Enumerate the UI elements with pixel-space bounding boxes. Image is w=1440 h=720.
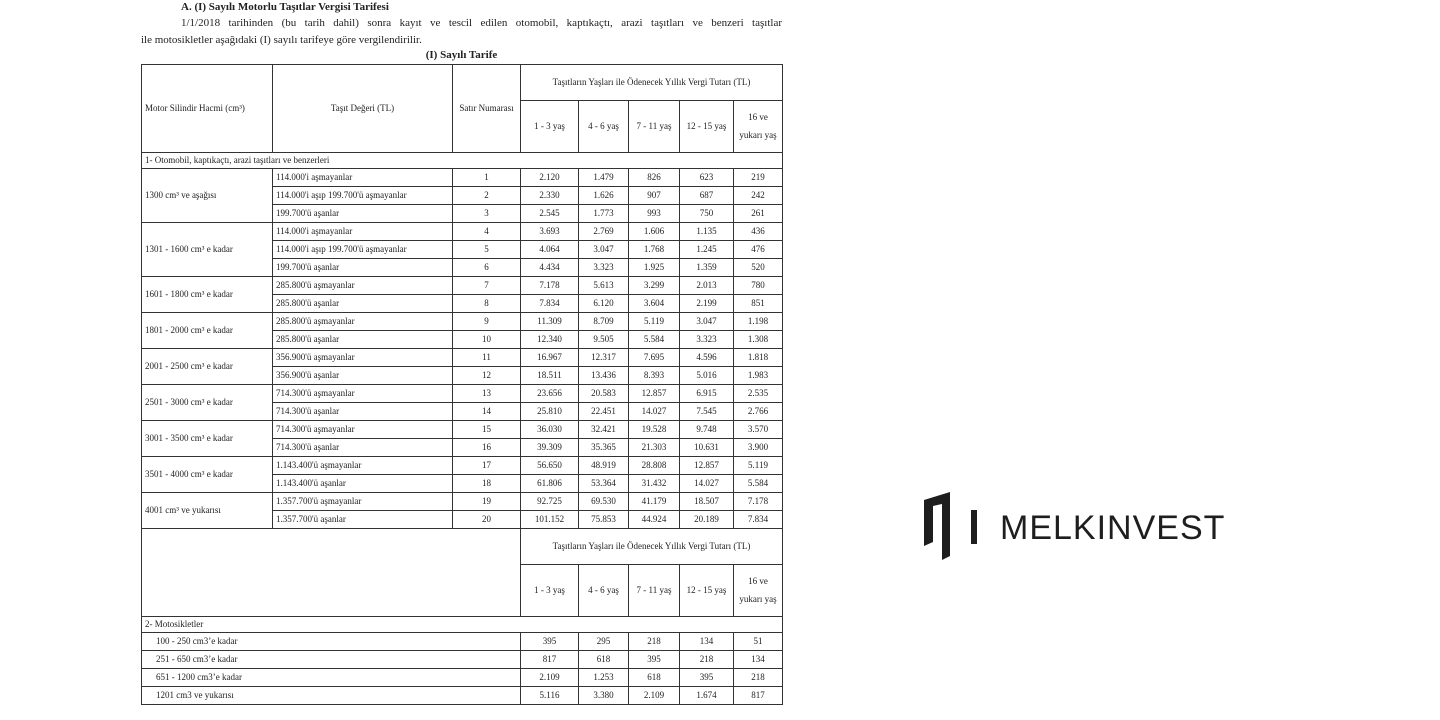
tax-amount-cell: 8.393: [629, 367, 680, 385]
row-number-cell: 6: [453, 259, 521, 277]
table-row: [142, 169, 783, 187]
tax-amount-cell: 21.303: [629, 439, 680, 457]
tax-amount-cell: 3.380: [579, 687, 629, 705]
tax-amount-cell: 44.924: [629, 511, 680, 529]
melkinvest-logo-mark-icon: [924, 492, 984, 562]
tax-amount-cell: 395: [680, 669, 734, 687]
row-number-cell: 7: [453, 277, 521, 295]
section-title-motorcycles: 2- Motosikletler: [142, 617, 783, 633]
row-number-cell: 17: [453, 457, 521, 475]
section-title-cars: 1- Otomobil, kaptıkaçtı, arazi taşıtları ve benzerleri: [142, 153, 783, 169]
table-row: [142, 349, 783, 367]
motorcycle-engine-cell: 100 - 250 cm3’e kadar: [142, 633, 521, 651]
row-number-cell: 10: [453, 331, 521, 349]
intro-text-line2: ile motosikletler aşağıdaki (I) sayılı tarifeye göre vergilendirilir.: [141, 34, 422, 46]
table-row: [142, 313, 783, 331]
vehicle-value-cell: 714.300'ü aşmayanlar: [273, 385, 453, 403]
vehicle-value-cell: 1.143.400'ü aşanlar: [273, 475, 453, 493]
tax-amount-cell: 395: [629, 651, 680, 669]
vehicle-value-cell: 285.800'ü aşanlar: [273, 331, 453, 349]
engine-range-cell: 3501 - 4000 cm³ e kadar: [142, 457, 273, 493]
row-number-cell: 8: [453, 295, 521, 313]
tax-amount-cell: 817: [521, 651, 579, 669]
tax-amount-cell: 1.674: [680, 687, 734, 705]
tax-amount-cell: 1.606: [629, 223, 680, 241]
tax-amount-cell: 218: [734, 669, 783, 687]
tax-amount-cell: 134: [680, 633, 734, 651]
vehicle-value-cell: 1.357.700'ü aşanlar: [273, 511, 453, 529]
tax-amount-cell: 1.768: [629, 241, 680, 259]
tax-amount-cell: 20.189: [680, 511, 734, 529]
age-header-cell: 1 - 3 yaş: [521, 565, 579, 617]
document-heading: A. (I) Sayılı Motorlu Taşıtlar Vergisi Tarifesi: [181, 1, 389, 13]
row-number-cell: 1: [453, 169, 521, 187]
age-group-header: Taşıtların Yaşları ile Ödenecek Yıllık Vergi Tutarı (TL): [521, 65, 783, 101]
vehicle-value-cell: 1.357.700'ü aşmayanlar: [273, 493, 453, 511]
tax-amount-cell: 295: [579, 633, 629, 651]
tax-amount-cell: 18.507: [680, 493, 734, 511]
table-row: [142, 385, 783, 403]
tax-amount-cell: 1.626: [579, 187, 629, 205]
vehicle-value-cell: 356.900'ü aşmayanlar: [273, 349, 453, 367]
age-header-cell: 16 ve yukarı yaş: [734, 565, 783, 617]
motor-volume-header: Motor Silindir Hacmi (cm³): [142, 65, 273, 153]
tax-amount-cell: 7.178: [734, 493, 783, 511]
section-row: [142, 617, 783, 633]
tax-amount-cell: 25.810: [521, 403, 579, 421]
tax-amount-cell: 3.323: [680, 331, 734, 349]
tax-amount-cell: 10.631: [680, 439, 734, 457]
tax-amount-cell: 3.299: [629, 277, 680, 295]
age-header-cell: 4 - 6 yaş: [579, 565, 629, 617]
table-row: [142, 421, 783, 439]
tax-amount-cell: 5.584: [734, 475, 783, 493]
tax-amount-cell: 36.030: [521, 421, 579, 439]
tax-amount-cell: 618: [579, 651, 629, 669]
tax-amount-cell: 218: [629, 633, 680, 651]
table-row: [142, 651, 783, 669]
tax-amount-cell: 1.245: [680, 241, 734, 259]
tax-amount-cell: 13.436: [579, 367, 629, 385]
tax-amount-cell: 218: [680, 651, 734, 669]
tax-amount-cell: 5.016: [680, 367, 734, 385]
brand-name: MELKINVEST: [1000, 509, 1226, 547]
tax-amount-cell: 92.725: [521, 493, 579, 511]
table-row: [142, 687, 783, 705]
tax-amount-cell: 12.857: [680, 457, 734, 475]
vehicle-value-cell: 285.800'ü aşmayanlar: [273, 313, 453, 331]
intro-text-line1: 1/1/2018 tarihinden (bu tarih dahil) sonra kayıt ve tescil edilen otomobil, kaptıkaçtı, arazi taşıtları ve benzeri taşıtlar: [181, 17, 782, 29]
tax-amount-cell: 16.967: [521, 349, 579, 367]
tax-amount-cell: 101.152: [521, 511, 579, 529]
engine-range-cell: 1601 - 1800 cm³ e kadar: [142, 277, 273, 313]
row-number-cell: 12: [453, 367, 521, 385]
engine-range-cell: 3001 - 3500 cm³ e kadar: [142, 421, 273, 457]
tax-amount-cell: 61.806: [521, 475, 579, 493]
row-number-header: Satır Numarası: [453, 65, 521, 153]
row-number-cell: 9: [453, 313, 521, 331]
tax-amount-cell: 14.027: [680, 475, 734, 493]
tax-amount-cell: 1.925: [629, 259, 680, 277]
motorcycle-engine-cell: 651 - 1200 cm3’e kadar: [142, 669, 521, 687]
row-number-cell: 4: [453, 223, 521, 241]
tax-amount-cell: 3.047: [680, 313, 734, 331]
vehicle-value-cell: 714.300'ü aşmayanlar: [273, 421, 453, 439]
tax-amount-cell: 2.535: [734, 385, 783, 403]
vehicle-value-cell: 114.000'i aşıp 199.700'ü aşmayanlar: [273, 187, 453, 205]
tax-amount-cell: 3.900: [734, 439, 783, 457]
vehicle-value-cell: 285.800'ü aşmayanlar: [273, 277, 453, 295]
row-number-cell: 3: [453, 205, 521, 223]
row-number-cell: 2: [453, 187, 521, 205]
table-row: [142, 493, 783, 511]
tax-amount-cell: 12.317: [579, 349, 629, 367]
motorcycle-engine-cell: 1201 cm3 ve yukarısı: [142, 687, 521, 705]
table-row: [142, 277, 783, 295]
tax-amount-cell: 69.530: [579, 493, 629, 511]
vehicle-value-cell: 356.900'ü aşanlar: [273, 367, 453, 385]
tax-amount-cell: 48.919: [579, 457, 629, 475]
vehicle-value-cell: 114.000'i aşmayanlar: [273, 169, 453, 187]
row-number-cell: 16: [453, 439, 521, 457]
tax-amount-cell: 3.047: [579, 241, 629, 259]
vehicle-value-cell: 714.300'ü aşanlar: [273, 403, 453, 421]
tax-amount-cell: 261: [734, 205, 783, 223]
tax-amount-cell: 3.570: [734, 421, 783, 439]
tax-amount-cell: 1.135: [680, 223, 734, 241]
tax-amount-cell: 4.434: [521, 259, 579, 277]
tax-amount-cell: 2.766: [734, 403, 783, 421]
tax-amount-cell: 780: [734, 277, 783, 295]
vehicle-value-cell: 1.143.400'ü aşmayanlar: [273, 457, 453, 475]
tax-amount-cell: 32.421: [579, 421, 629, 439]
tax-amount-cell: 1.308: [734, 331, 783, 349]
tax-amount-cell: 2.109: [521, 669, 579, 687]
tax-amount-cell: 436: [734, 223, 783, 241]
age-header-cell: 1 - 3 yaş: [521, 101, 579, 153]
tax-amount-cell: 2.013: [680, 277, 734, 295]
engine-range-cell: 1801 - 2000 cm³ e kadar: [142, 313, 273, 349]
tax-amount-cell: 11.309: [521, 313, 579, 331]
row-number-cell: 18: [453, 475, 521, 493]
engine-range-cell: 1301 - 1600 cm³ e kadar: [142, 223, 273, 277]
tax-amount-cell: 22.451: [579, 403, 629, 421]
tax-amount-cell: 1.479: [579, 169, 629, 187]
age-header-cell: 12 - 15 yaş: [680, 565, 734, 617]
tax-amount-cell: 993: [629, 205, 680, 223]
tax-amount-cell: 1.359: [680, 259, 734, 277]
tax-amount-cell: 7.545: [680, 403, 734, 421]
table-title: (I) Sayılı Tarife: [425, 49, 498, 61]
row-number-cell: 11: [453, 349, 521, 367]
tax-amount-cell: 35.365: [579, 439, 629, 457]
tax-amount-cell: 1.198: [734, 313, 783, 331]
tax-amount-cell: 75.853: [579, 511, 629, 529]
tax-amount-cell: 395: [521, 633, 579, 651]
vehicle-value-cell: 199.700'ü aşanlar: [273, 205, 453, 223]
tax-tariff-table: [141, 64, 783, 705]
tax-amount-cell: 5.116: [521, 687, 579, 705]
tax-amount-cell: 134: [734, 651, 783, 669]
tax-amount-cell: 2.769: [579, 223, 629, 241]
tax-amount-cell: 851: [734, 295, 783, 313]
tax-amount-cell: 20.583: [579, 385, 629, 403]
tax-amount-cell: 56.650: [521, 457, 579, 475]
tax-amount-cell: 53.364: [579, 475, 629, 493]
motorcycle-engine-cell: 251 - 650 cm3’e kadar: [142, 651, 521, 669]
age-header-cell: 12 - 15 yaş: [680, 101, 734, 153]
vehicle-value-cell: 114.000'i aşıp 199.700'ü aşmayanlar: [273, 241, 453, 259]
age-header-cell: 16 ve yukarı yaş: [734, 101, 783, 153]
row-number-cell: 5: [453, 241, 521, 259]
vehicle-value-cell: 114.000'i aşmayanlar: [273, 223, 453, 241]
tax-amount-cell: 51: [734, 633, 783, 651]
row-number-cell: 14: [453, 403, 521, 421]
tax-amount-cell: 7.178: [521, 277, 579, 295]
table-row: [142, 633, 783, 651]
tax-amount-cell: 14.027: [629, 403, 680, 421]
tax-amount-cell: 18.511: [521, 367, 579, 385]
tax-amount-cell: 476: [734, 241, 783, 259]
tax-amount-cell: 687: [680, 187, 734, 205]
vehicle-value-header: Taşıt Değeri (TL): [273, 65, 453, 153]
header-row: [142, 65, 783, 101]
tax-amount-cell: 6.120: [579, 295, 629, 313]
tax-amount-cell: 907: [629, 187, 680, 205]
tax-amount-cell: 31.432: [629, 475, 680, 493]
header-row: [142, 529, 783, 565]
tax-amount-cell: 219: [734, 169, 783, 187]
tax-amount-cell: 5.584: [629, 331, 680, 349]
age-header-cell: 7 - 11 yaş: [629, 101, 680, 153]
tax-amount-cell: 8.709: [579, 313, 629, 331]
vehicle-value-cell: 199.700'ü aşanlar: [273, 259, 453, 277]
age-header-cell: 4 - 6 yaş: [579, 101, 629, 153]
tax-amount-cell: 242: [734, 187, 783, 205]
row-number-cell: 19: [453, 493, 521, 511]
tax-amount-cell: 1.773: [579, 205, 629, 223]
tax-amount-cell: 4.064: [521, 241, 579, 259]
row-number-cell: 13: [453, 385, 521, 403]
tax-amount-cell: 618: [629, 669, 680, 687]
tax-amount-cell: 817: [734, 687, 783, 705]
tax-amount-cell: 2.109: [629, 687, 680, 705]
blank-header-cell: [142, 529, 521, 617]
tax-amount-cell: 826: [629, 169, 680, 187]
tax-amount-cell: 2.330: [521, 187, 579, 205]
tax-amount-cell: 520: [734, 259, 783, 277]
tax-amount-cell: 623: [680, 169, 734, 187]
tax-amount-cell: 41.179: [629, 493, 680, 511]
tax-amount-cell: 5.119: [629, 313, 680, 331]
tax-amount-cell: 1.818: [734, 349, 783, 367]
vehicle-value-cell: 285.800'ü aşanlar: [273, 295, 453, 313]
tax-amount-cell: 3.323: [579, 259, 629, 277]
tax-amount-cell: 12.857: [629, 385, 680, 403]
tax-amount-cell: 2.120: [521, 169, 579, 187]
tax-amount-cell: 4.596: [680, 349, 734, 367]
engine-range-cell: 2001 - 2500 cm³ e kadar: [142, 349, 273, 385]
vehicle-value-cell: 714.300'ü aşanlar: [273, 439, 453, 457]
engine-range-cell: 1300 cm³ ve aşağısı: [142, 169, 273, 223]
tax-amount-cell: 1.253: [579, 669, 629, 687]
tax-amount-cell: 7.834: [734, 511, 783, 529]
tax-amount-cell: 2.545: [521, 205, 579, 223]
engine-range-cell: 4001 cm³ ve yukarısı: [142, 493, 273, 529]
tax-amount-cell: 3.604: [629, 295, 680, 313]
age-header-cell: 7 - 11 yaş: [629, 565, 680, 617]
tax-amount-cell: 1.983: [734, 367, 783, 385]
tax-amount-cell: 2.199: [680, 295, 734, 313]
tax-amount-cell: 9.748: [680, 421, 734, 439]
engine-range-cell: 2501 - 3000 cm³ e kadar: [142, 385, 273, 421]
tax-amount-cell: 9.505: [579, 331, 629, 349]
tax-amount-cell: 5.119: [734, 457, 783, 475]
table-row: [142, 223, 783, 241]
tax-amount-cell: 6.915: [680, 385, 734, 403]
tax-amount-cell: 750: [680, 205, 734, 223]
table-row: [142, 457, 783, 475]
tax-amount-cell: 12.340: [521, 331, 579, 349]
tax-amount-cell: 5.613: [579, 277, 629, 295]
tax-amount-cell: 19.528: [629, 421, 680, 439]
age-group-header: Taşıtların Yaşları ile Ödenecek Yıllık Vergi Tutarı (TL): [521, 529, 783, 565]
tax-amount-cell: 7.695: [629, 349, 680, 367]
tax-amount-cell: 23.656: [521, 385, 579, 403]
table-row: [142, 669, 783, 687]
tax-amount-cell: 28.808: [629, 457, 680, 475]
tax-amount-cell: 3.693: [521, 223, 579, 241]
row-number-cell: 20: [453, 511, 521, 529]
tax-amount-cell: 7.834: [521, 295, 579, 313]
row-number-cell: 15: [453, 421, 521, 439]
melkinvest-logo: [924, 492, 1224, 562]
tax-amount-cell: 39.309: [521, 439, 579, 457]
section-row: [142, 153, 783, 169]
